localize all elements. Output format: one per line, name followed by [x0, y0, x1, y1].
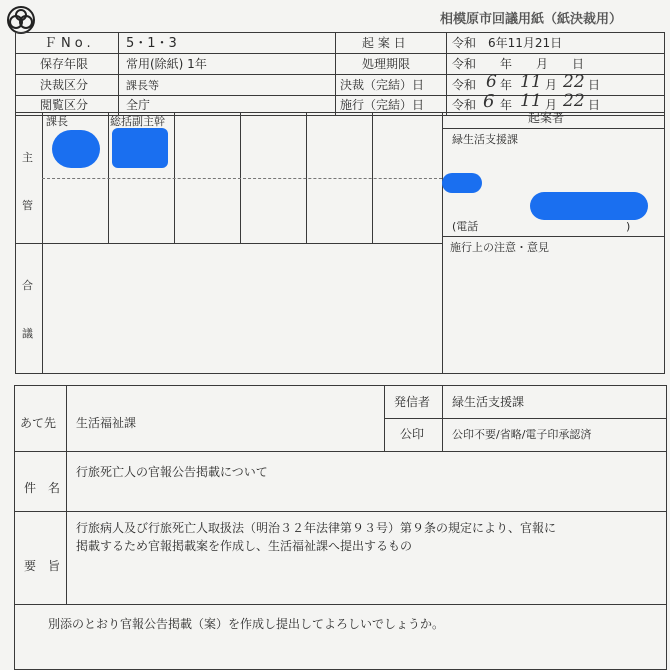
to-value: 生活福祉課	[76, 416, 137, 430]
exec-day-unit: 日	[588, 98, 601, 112]
exec-era: 令和	[452, 98, 477, 112]
exec-month: 11	[520, 91, 542, 111]
phone-close: )	[626, 220, 631, 233]
gougi-char-1: 合	[22, 279, 33, 292]
drafter-dept: 緑生活支援課	[452, 133, 518, 146]
subject-char-1: 件	[24, 481, 37, 495]
shukan-char-2: 管	[22, 199, 33, 212]
decision-value: 課長等	[126, 79, 159, 92]
decision-label: 決裁区分	[40, 78, 89, 92]
approval-era: 令和	[452, 78, 477, 92]
draft-date-value: 令和 6年11月21日	[452, 36, 563, 50]
approval-date-label: 決裁（完結）日	[340, 78, 425, 92]
paper-title: 相模原市回議用紙（紙決裁用）	[440, 12, 623, 27]
retention-label: 保存年限	[40, 57, 89, 71]
exec-day: 22	[563, 91, 585, 111]
view-value: 全庁	[126, 98, 151, 112]
exec-month-unit: 月	[545, 98, 558, 112]
approval-day: 22	[563, 72, 585, 92]
deadline-label: 処理期限	[362, 57, 411, 71]
redaction-drafter-name	[442, 173, 482, 193]
notes-label: 施行上の注意・意見	[450, 241, 549, 254]
exec-year: 6	[483, 91, 495, 112]
col-kacho: 課長	[46, 115, 68, 128]
fno-label: ＦNo.	[44, 36, 95, 51]
deadline-value: 令和 年 月 日	[452, 57, 585, 71]
redaction-sokatsu-stamp	[112, 128, 168, 168]
subject-char-2: 名	[48, 481, 61, 495]
subject-value: 行旅死亡人の官報公告掲載について	[76, 465, 268, 479]
summary-char-2: 旨	[48, 559, 61, 573]
to-label: あて先	[20, 416, 57, 430]
summary-char-1: 要	[24, 559, 37, 573]
summary-line-2: 掲載するため官報掲載案を作成し、生活福祉課へ提出するもの	[76, 539, 413, 553]
exec-year-unit: 年	[500, 98, 513, 112]
sender-label: 発信者	[394, 395, 431, 409]
seal-label: 公印	[400, 427, 425, 441]
redaction-kacho-stamp	[52, 130, 100, 168]
col-sokatsu: 総括副主幹	[110, 115, 165, 128]
retention-value: 常用(除紙) 1年	[126, 57, 207, 71]
phone-label: (電話	[452, 220, 479, 233]
summary-line-1: 行旅病人及び行旅死亡人取扱法（明治３２年法律第９３号）第９条の規定により、官報に	[76, 521, 557, 535]
gougi-char-2: 議	[22, 327, 33, 340]
fno-value: 5・1・3	[126, 36, 177, 51]
seal-value: 公印不要/省略/電子印承認済	[452, 428, 592, 441]
approval-day-unit: 日	[588, 78, 601, 92]
redaction-drafter-phone	[530, 192, 648, 220]
shukan-char-1: 主	[22, 151, 33, 164]
approval-month: 11	[520, 72, 542, 92]
draft-date-label: 起 案 日	[362, 36, 406, 50]
approval-month-unit: 月	[545, 78, 558, 92]
sender-value: 緑生活支援課	[452, 395, 525, 409]
approval-year: 6	[486, 72, 497, 92]
drafter-header: 起案者	[528, 111, 565, 125]
exec-date-label: 施行（完結）日	[340, 98, 425, 112]
city-seal-logo	[6, 5, 36, 35]
view-label: 閲覧区分	[40, 98, 89, 112]
approval-year-unit: 年	[500, 78, 513, 92]
closing-text: 別添のとおり官報公告掲載（案）を作成し提出してよろしいでしょうか。	[48, 617, 445, 631]
